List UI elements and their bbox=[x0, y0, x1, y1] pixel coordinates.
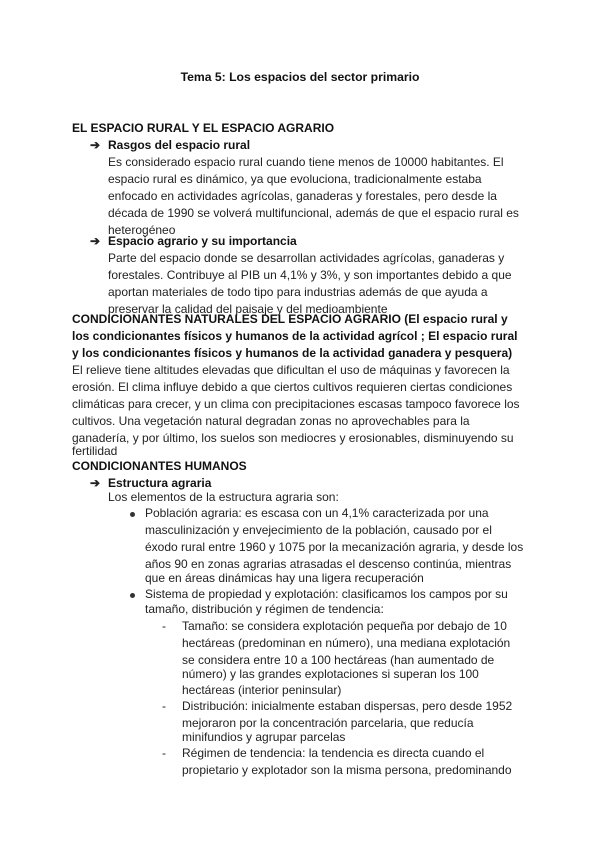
paragraph-line: climáticas para crecer, y un clima con precipitaciones escasas tampoco favorece los bbox=[72, 397, 520, 411]
paragraph-line: Es considerado espacio rural cuando tiene menos de 10000 habitantes. El bbox=[108, 155, 504, 169]
list-item-line: masculinización y envejecimiento de la población, causado por el bbox=[145, 523, 492, 537]
sublist-item-line: número) y las grandes explotaciones si superan los 100 bbox=[182, 667, 479, 681]
bullet-dot-icon bbox=[130, 512, 135, 517]
paragraph-line: erosión. El clima influye debido a que ciertos cultivos requieren ciertas condiciones bbox=[72, 380, 513, 394]
sublist-item-line: mejoraron por la concentración parcelaria, que reducía bbox=[182, 716, 474, 730]
section-heading-condicionantes-naturales: y los condicionantes físicos y humanos de la actividad ganadera y pesquera) bbox=[72, 346, 513, 360]
arrow-bullet-icon: ➔ bbox=[90, 234, 101, 248]
dash-bullet: - bbox=[162, 619, 166, 633]
bullet-dot-icon bbox=[130, 593, 135, 598]
dash-bullet: - bbox=[162, 746, 166, 760]
subheading-espacio-agrario: Espacio agrario y su importancia bbox=[108, 234, 297, 248]
paragraph-line: ganadería, y por último, los suelos son mediocres y erosionables, disminuyendo su bbox=[72, 431, 514, 445]
arrow-bullet-icon: ➔ bbox=[90, 138, 101, 152]
sublist-item-line: se considera entre 10 a 100 hectáreas (han aumentado de bbox=[182, 653, 495, 667]
section-heading-condicionantes-naturales: CONDICIONANTES NATURALES DEL ESPACIO AGRARIO (El espacio rural y bbox=[72, 312, 508, 326]
sublist-item-line: minifundios y agrupar parcelas bbox=[182, 730, 346, 744]
sublist-item-line: Tamaño: se considera explotación pequeña por debajo de 10 bbox=[182, 619, 507, 633]
paragraph-line: aportan materiales de todo tipo para industrias además de que ayuda a bbox=[108, 285, 488, 299]
sublist-item-line: Régimen de tendencia: la tendencia es directa cuando el bbox=[182, 746, 485, 760]
paragraph-line: forestales. Contribuye al PIB un 4,1% y 3%, y son importantes debido a que bbox=[108, 268, 512, 282]
list-item-line: que en áreas dinámicas hay una ligera recuperación bbox=[145, 571, 424, 585]
sublist-item-line: propietario y explotador son la misma persona, predominando bbox=[182, 763, 512, 777]
list-item-line: años 90 en zonas agrarias atrasadas el descenso continúa, mientras bbox=[145, 557, 512, 571]
page-title: Tema 5: Los espacios del sector primario bbox=[180, 70, 420, 84]
sublist-item-line: hectáreas (interior peninsular) bbox=[182, 683, 342, 697]
paragraph-line: cultivos. Una vegetación natural degradan zonas no aprovechables para la bbox=[72, 414, 470, 428]
paragraph-line: El relieve tiene altitudes elevadas que dificultan el uso de máquinas y favorecen la bbox=[72, 363, 510, 377]
section-heading-condicionantes-naturales: los condicionantes físicos y humanos de la actividad agrícol ; El espacio rural bbox=[72, 329, 518, 343]
paragraph-line: Los elementos de la estructura agraria son: bbox=[108, 490, 339, 504]
list-item-line: éxodo rural entre 1960 y 1075 por la mecanización agraria, y desde los bbox=[145, 540, 524, 554]
paragraph-line: fertilidad bbox=[72, 444, 118, 458]
sublist-item-line: Distribución: inicialmente estaban dispersas, pero desde 1952 bbox=[182, 699, 513, 713]
paragraph-line: preservar la calidad del paisaje y del medioambiente bbox=[108, 302, 388, 316]
paragraph-line: heterogéneo bbox=[108, 223, 176, 237]
paragraph-line: enfocado en actividades agrícolas, ganaderas y forestales, pero desde la bbox=[108, 189, 497, 203]
list-item-line: tamaño, distribución y régimen de tendencia: bbox=[145, 602, 384, 616]
subheading-estructura-agraria: Estructura agraria bbox=[108, 476, 212, 490]
dash-bullet: - bbox=[162, 699, 166, 713]
paragraph-line: espacio rural es dinámico, ya que evoluciona, tradicionalmente estaba bbox=[108, 172, 482, 186]
list-item-line: Sistema de propiedad y explotación: clasificamos los campos por su bbox=[145, 587, 508, 601]
subheading-rasgos: Rasgos del espacio rural bbox=[108, 138, 251, 152]
sublist-item-line: hectáreas (predominan en número), una mediana explotación bbox=[182, 636, 511, 650]
arrow-bullet-icon: ➔ bbox=[90, 476, 101, 490]
section-heading-condicionantes-humanos: CONDICIONANTES HUMANOS bbox=[72, 459, 247, 473]
paragraph-line: década de 1990 se volverá multifuncional, además de que el espacio rural es bbox=[108, 206, 519, 220]
section-heading-espacio-rural: EL ESPACIO RURAL Y EL ESPACIO AGRARIO bbox=[72, 121, 335, 135]
paragraph-line: Parte del espacio donde se desarrollan actividades agrícolas, ganaderas y bbox=[108, 251, 505, 265]
list-item-line: Población agraria: es escasa con un 4,1% caracterizada por una bbox=[145, 506, 489, 520]
